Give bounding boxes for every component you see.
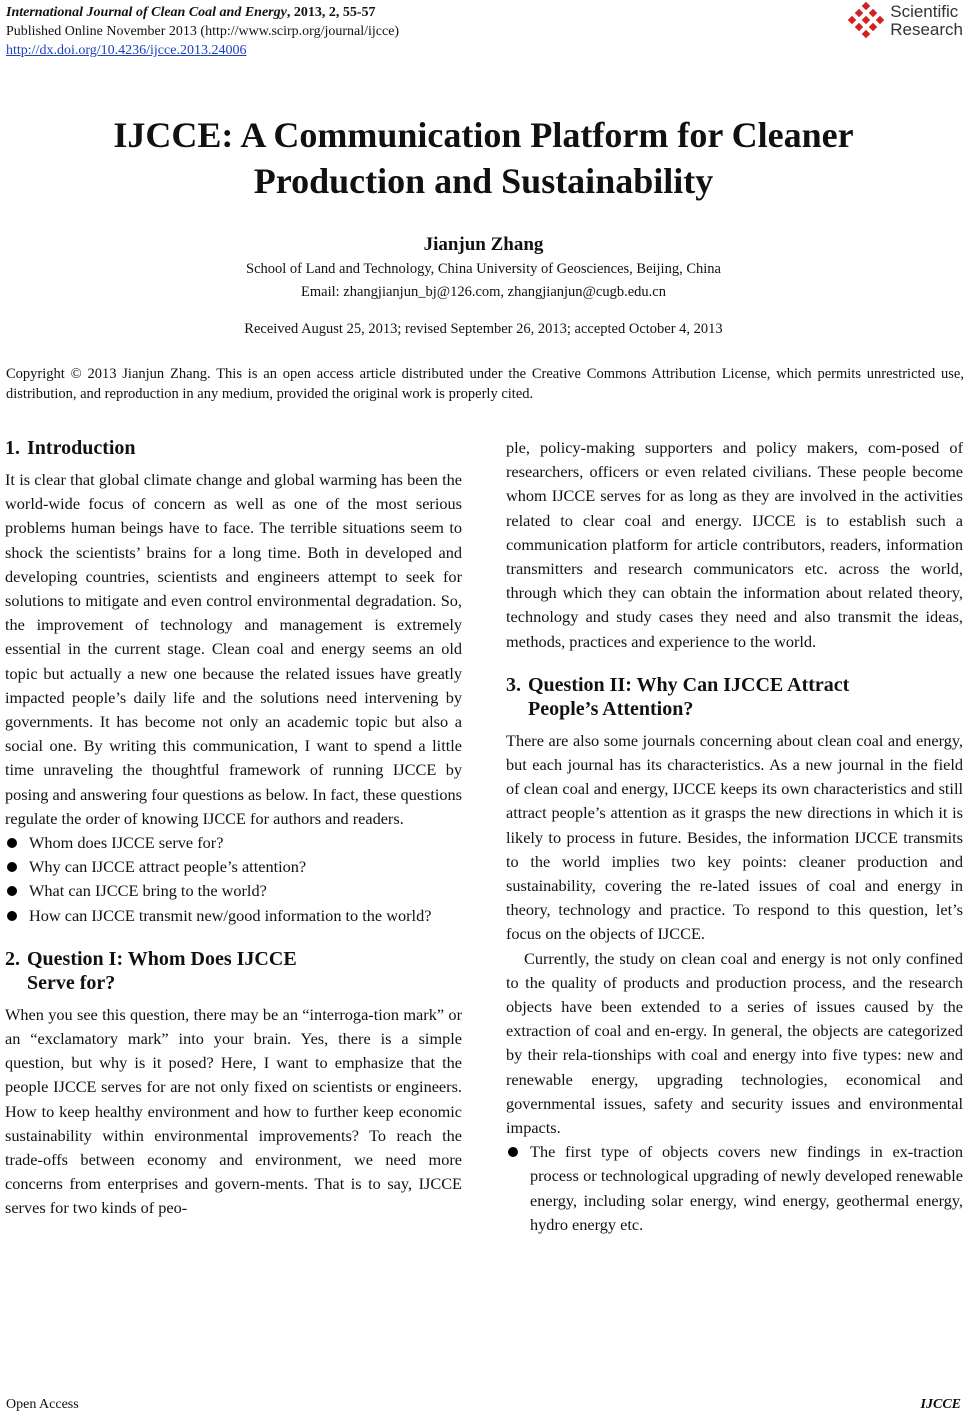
continued-paragraph: ple, policy-making supporters and policy makers, com-posed of researchers, officers or even related civilians. These people become whom IJCCE serves for as long as they are involved in the activities related to clear coal and energy. IJCCE is to establish such a communication platform for article contributors, readers, information transmitters and research communicators etc. across the world, through which they can obtain the information about related theory, technology and study cases they need and also transmit the ideas, methods, practices and experience to the world. [506,438,963,651]
author-email: Email: zhangjianjun_bj@126.com, zhangjianjun@cugb.edu.cn [301,284,666,300]
published-line: Published Online November 2013 (http://www.scirp.org/journal/ijcce) [6,24,400,39]
bullet-icon [7,886,17,896]
list-item [5,879,462,903]
copyright-notice: Copyright © 2013 Jianjun Zhang. This is an open access article distributed under the Creative Commons Attribution License, which permits unrestricted use, distribution, and reproduction in any medium, provided the original work is properly cited. [6,366,964,402]
logo-line-1: Scientific [890,2,959,21]
left-column [5,436,462,1221]
section-title-continued: People’s Attention? [528,697,694,720]
section-title-continued: Serve for? [27,971,116,994]
title-line-1: IJCCE: A Communication Platform for Cleaner [113,115,854,155]
title-line-2: Production and Sustainability [253,161,714,201]
list-item [5,831,462,855]
scientific-research-logo-icon [846,2,886,40]
section-number: 1. [5,437,20,459]
question-list [5,831,462,928]
list-item [506,1140,963,1237]
logo-text [890,3,963,39]
received-dates: Received August 25, 2013; revised September 26, 2013; accepted October 4, 2013 [244,321,723,337]
bullet-icon [7,862,17,872]
list-item [5,855,462,879]
section-3-heading [506,673,963,721]
journal-volume: , 2013, 2, 55-57 [286,5,376,20]
journal-header [6,3,399,60]
list-item-text: What can IJCCE bring to the world? [29,881,267,901]
doi-link[interactable]: http://dx.doi.org/10.4236/ijcce.2013.24006 [6,43,247,58]
section-2-heading [5,947,462,995]
object-type-list [506,1140,963,1237]
author-name: Jianjun Zhang [423,234,544,255]
section-3-paragraph-2: Currently, the study on clean coal and energy is not only confined to the quality of products and production process, and the research objects have been extended to a series of issues caused by the extraction of coal and en-ergy. In general, the objects are categorized by their rela-tionships with coal and energy into five types: new and renewable energy, upgrading technologies, economical and governmental issues, safety and security issues and environmental impacts. [506,948,963,1138]
section-2-paragraph: When you see this question, there may be an “interroga-tion mark” or an “exclamatory mark” into your brain. Yes, there is a simple question, but why is it posed? Here, I want to emphasize that the people IJCCE serves for are not only fixed on scientists or engineers. How to keep healthy environment and how to further keep economic sustainability within environmental improvements? To reach the trade-offs between economy and environment, we need more concerns from enterprises and govern-ments. That is to say, IJCCE serves for two kinds of peo- [5,1004,462,1218]
list-item-text: The first type of objects covers new findings in ex-traction process or technological upgrading of newly developed renewable energy, including solar energy, wind energy, geothermal energy, hydro energy etc. [530,1142,963,1234]
journal-name: International Journal of Clean Coal and Energy [6,5,287,20]
right-column [506,436,963,1237]
section-title: Question I: Whom Does IJCCE [27,947,297,970]
footer-open-access: Open Access [6,1397,79,1412]
section-number: 2. [5,947,20,970]
section-title: Question II: Why Can IJCCE Attract [528,673,850,696]
author-affiliation: School of Land and Technology, China University of Geosciences, Beijing, China [246,261,721,277]
footer-journal-abbrev: IJCCE [920,1397,961,1412]
bullet-icon [7,838,17,848]
section-3-paragraph-1: There are also some journals concerning about clean coal and energy, but each journal has its characteristics. As a new journal in the field of clean coal and energy, IJCCE keeps its own characteristics and still attract people’s attention as it grasps the new directions in which it is likely to process in future. Besides, the information IJCCE transmits to the world implies two key points: cleaner production and sustainability, covering the re-lated issues of coal and energy in theory, technology and practice. To respond to this question, let’s focus on the objects of IJCCE. [506,730,963,944]
list-item-text: How can IJCCE transmit new/good information to the world? [29,905,432,925]
journal-citation [6,3,399,22]
publisher-logo [846,2,963,40]
bullet-icon [508,1147,518,1157]
list-item-text: Why can IJCCE attract people’s attention? [29,857,307,877]
intro-paragraph: It is clear that global climate change and global warming has been the world-wide focus of concern as well as one of the most serious problems human beings have to face. The terrible situations seem to shock the scientists’ brains for a long time. Both in developed and developing countries, scientists and engineers attempt to seek for solutions to mitigate and even control environmental degradation. So, the improvement of technology and management is extremely essential in the current stage. Clean coal and energy seems an old topic but actually a new one because the related issues have greatly impacted people’s daily life and the solutions need intervening by governments. It has become not only an academic topic but also a social one. By writing this communication, I want to spend a little time unraveling the thoughtful framework of running IJCCE by posing and answering four questions as below. In fact, these questions regulate the order of knowing IJCCE for authors and readers. [5,470,462,828]
section-number: 3. [506,673,521,696]
list-item-text: Whom does IJCCE serve for? [29,833,224,853]
bullet-icon [7,911,17,921]
list-item [5,904,462,928]
article-title [0,112,967,204]
logo-line-2: Research [890,20,963,39]
section-1-heading [5,436,462,460]
section-title: Introduction [27,437,136,459]
